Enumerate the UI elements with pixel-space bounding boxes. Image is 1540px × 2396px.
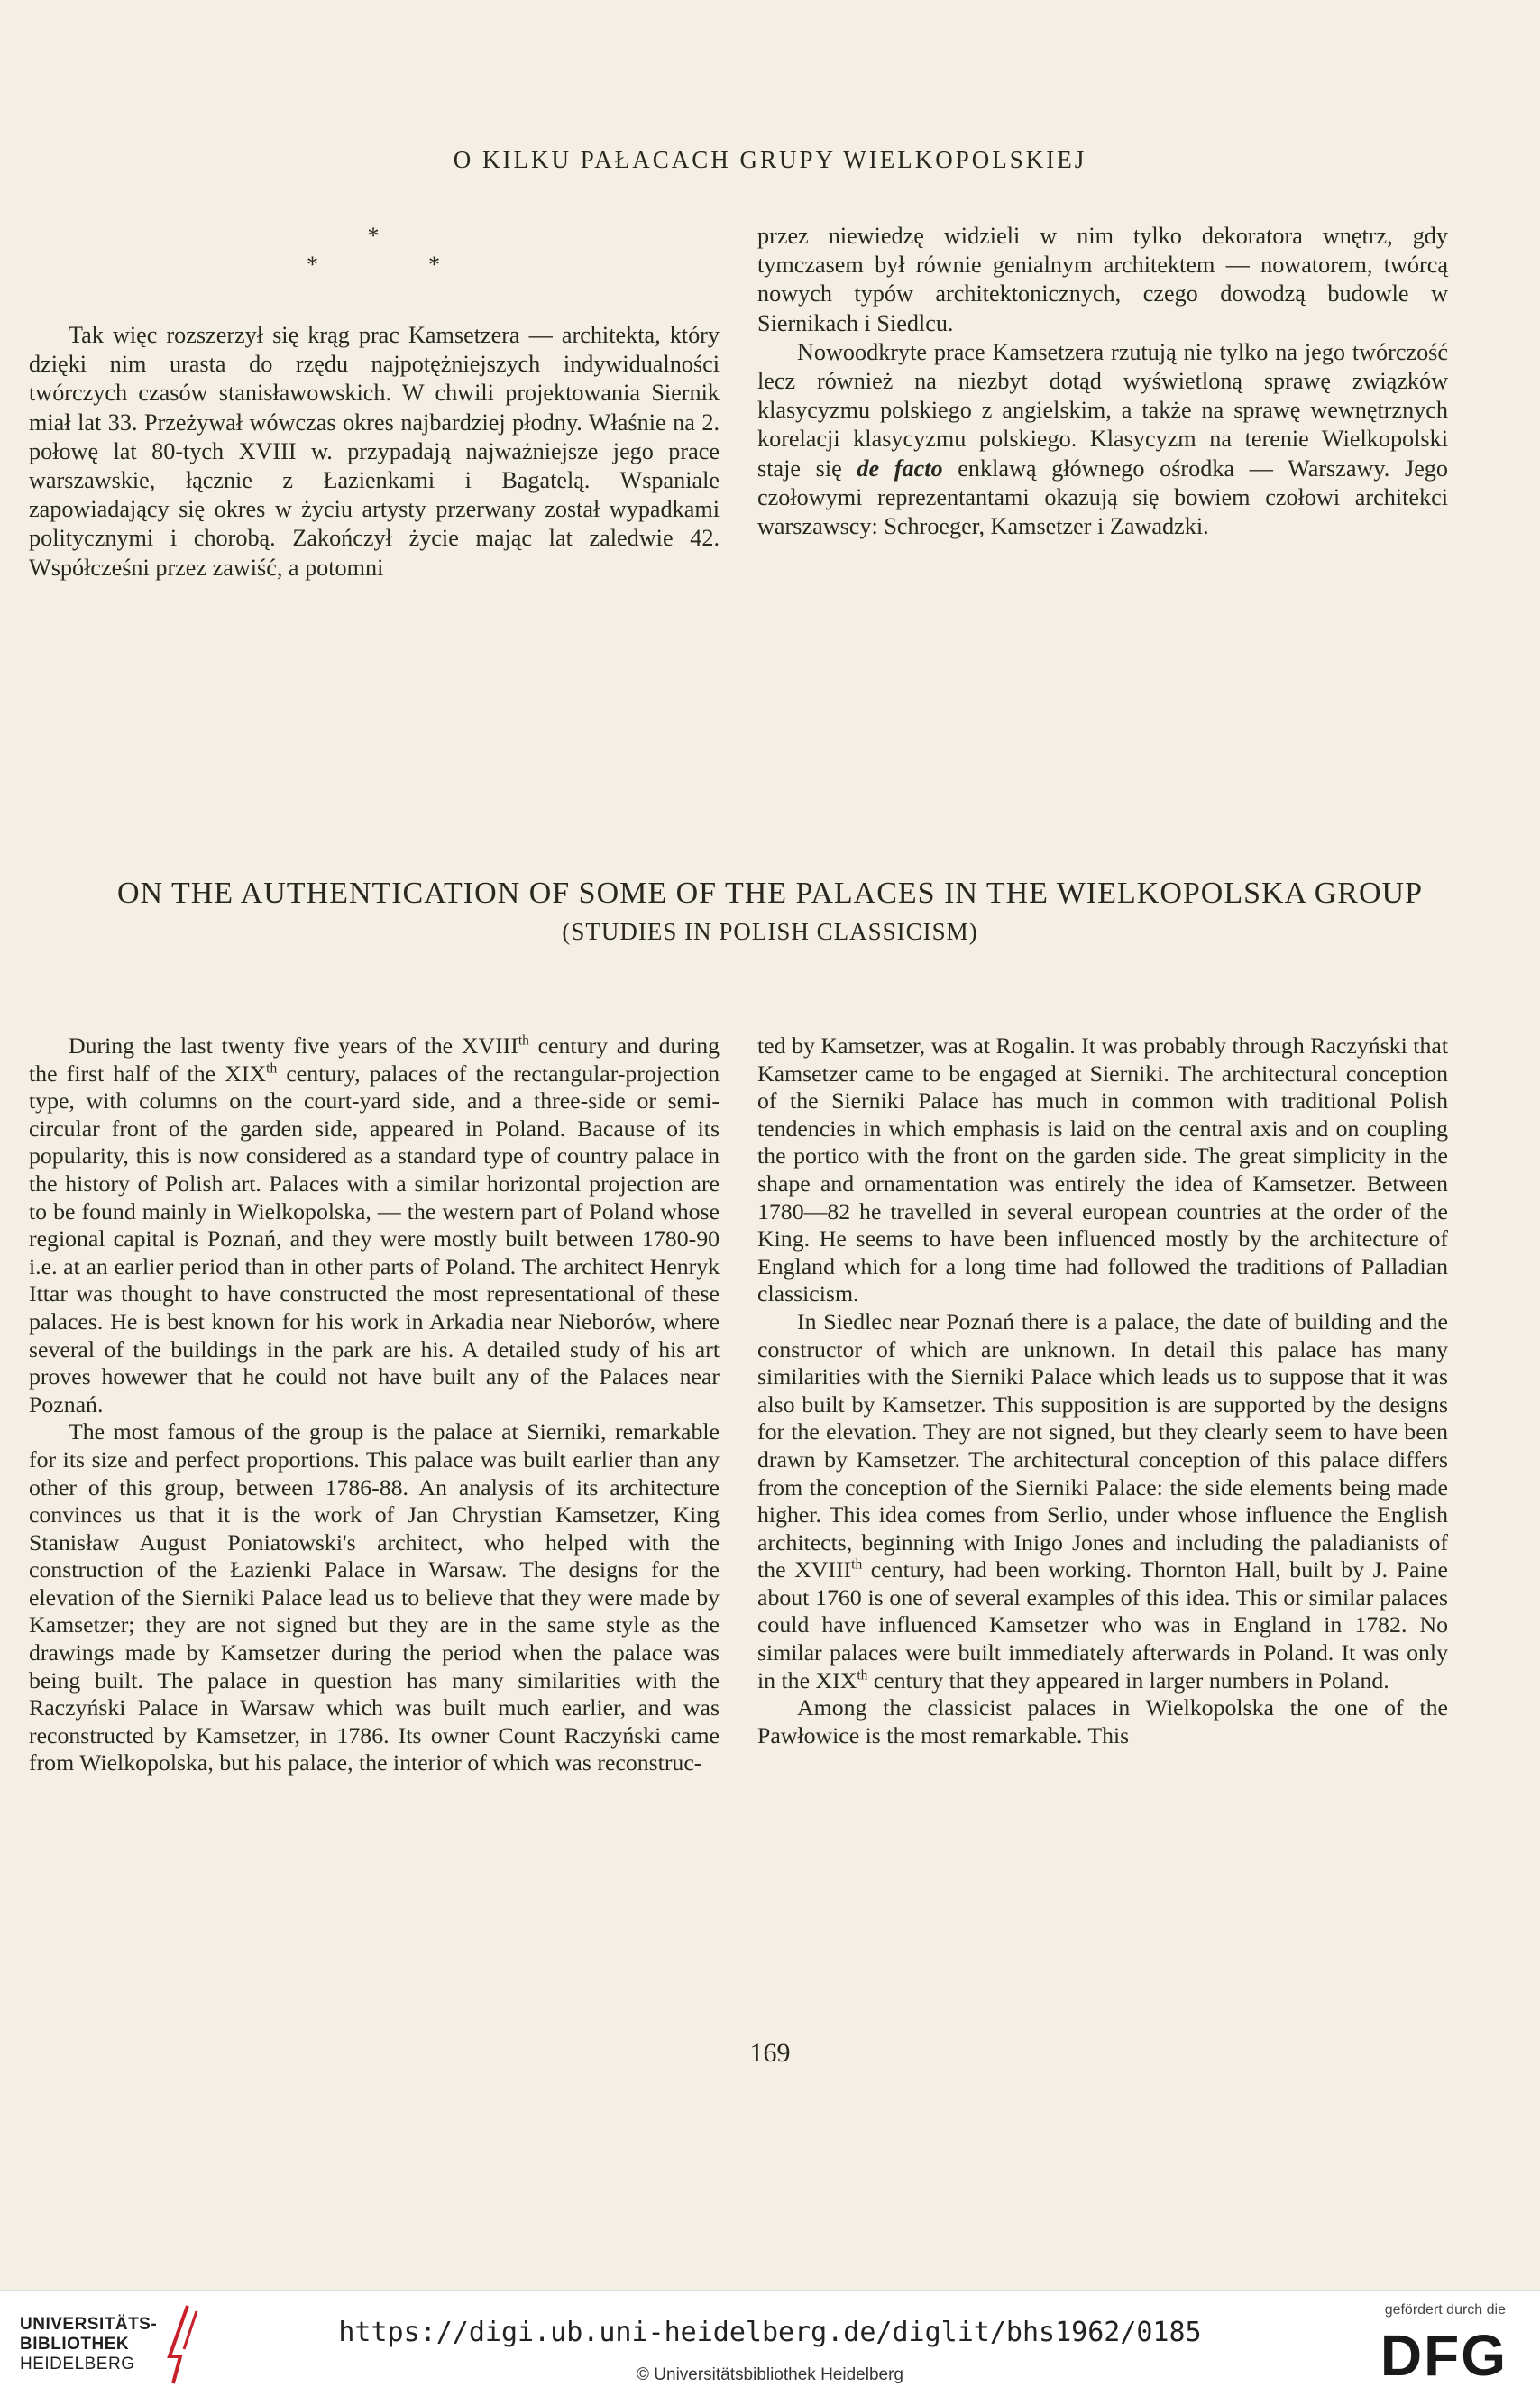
english-paragraph: ted by Kamsetzer, was at Rogalin. It was probably through Raczyński that Kamsetzer came to be engaged at Sierniki. The architectural conception of the Sierniki Palace has much in common with traditional Polish tendencies in which emphasis is laid on the central axis and on coupling the portico with the front on the garden side. The great simplicity in the shape and ornamentation was entirely the idea of Kamsetzer. Between 1780—82 he travelled in several european countries at the order of the King. He seems to have been influenced mostly by the architecture of England which for a long time had followed the traditions of Palladian classicism. — [757, 1033, 1448, 1308]
polish-left-column — [29, 321, 720, 583]
page-number: 169 — [749, 2038, 791, 2068]
running-head: O KILKU PAŁACACH GRUPY WIELKOPOLSKIEJ — [453, 146, 1087, 173]
english-paragraph: The most famous of the group is the palace at Sierniki, remarkable for its size and perfect proportions. This palace was built earlier than any other of this group, between 1786-88. An analysis of its architecture convinces us that it is the work of Jan Chrystian Kamsetzer, King Stanisław August Poniatowski's architect, who helped with the construction of the Łazienki Palace in Warsaw. The designs for the elevation of the Sierniki Palace lead us to believe that they were made by Kamsetzer; they are not signed but they are in the same style as the drawings made by Kamsetzer during the period when the palace was being built. The palace in question has many similarities with the Raczyński Palace in Warsaw which was built much earlier, and was reconstructed by Kamsetzer, in 1786. Its owner Count Raczyński came from Wielkopolska, but his palace, the interior of which was reconstruc- — [29, 1418, 720, 1776]
dfg-caption: gefördert durch die — [1384, 2302, 1506, 2318]
emphasis-de-facto: de facto — [857, 454, 943, 482]
article-subtitle: (STUDIES IN POLISH CLASSICISM) — [562, 918, 978, 945]
article-title: ON THE AUTHENTICATION OF SOME OF THE PALACES IN THE WIELKOPOLSKA GROUP — [116, 877, 1423, 910]
polish-paragraph: Nowoodkryte prace Kamsetzera rzutują nie tylko na jego twórczość lecz również na niezbyt dotąd wyświetloną sprawę związków klasycyzmu polskiego z angielskim, a także na sprawę wewnętrznych korelacji klasycyzmu polskiego. Klasycyzm na terenie Wielkopolski staje się de facto enklawą głównego ośrodka — Warszawy. Jego czołowymi reprezentantami okazują się bowiem czołowi architekci warszawscy: Schroeger, Kamsetzer i Zawadzki. — [757, 338, 1448, 540]
english-paragraph: In Siedlec near Poznań there is a palace, the date of building and the constructor of which are unknown. In detail this palace has many similarities with the Sierniki Palace which leads us to suppose that it was also built by Kamsetzer. This supposition is are supported by the designs for the elevation. They are not signed, but they clearly seem to have been drawn by Kamsetzer. The architectural conception of this palace differs from the conception of the Sierniki Palace: the side elements being made higher. This idea comes from Serlio, under whose influence the English architects, beginning with Inigo Jones and including the paladianists of the XVIIIth century, had been working. Thornton Hall, built by J. Paine about 1760 is one of several examples of this idea. This or similar palaces could have influenced Kamsetzer who was in England in 1782. No similar palaces were built immediately afterwards in Poland. It was only in the XIXth century that they appeared in larger numbers in Poland. — [757, 1308, 1449, 1694]
dfg-logo[interactable]: DFG — [1380, 2323, 1508, 2388]
english-paragraph: Among the classicist palaces in Wielkopolska the one of the Pawłowice is the most remarkable. This — [757, 1694, 1448, 1749]
english-paragraph: During the last twenty five years of the XVIIIth century and during the first half of the XIXth century, palaces of the rectangular-projection type, with columns on the court-yard side, and a three-side or semi-circular front of the garden side, appeared in Poland. Bacause of its popularity, this is now considered as a standard type of country palace in the history of Polish art. Palaces with a similar horizontal projection are to be found mainly in Wielkopolska, — the western part of Poland whose regional capital is Poznań, and they were mostly built between 1780-90 i.e. at an earlier period than in other parts of Poland. The architect Henryk Ittar was thought to have constructed the most representational of these palaces. He is best known for his work in Arkadia near Nieborów, where several of the buildings in the park are his. A detailed study of his art proves howewer that he could not have built any of the Palaces near Poznań. — [29, 1033, 720, 1418]
section-stars — [301, 222, 445, 280]
copyright-notice: © Universitätsbibliothek Heidelberg — [637, 2365, 903, 2384]
logo-line: BIBLIOTHEK — [20, 2335, 130, 2354]
polish-paragraph: przez niewiedzę widzieli w nim tylko dekoratora wnętrz, gdy tymczasem był równie genialnym architektem — nowatorem, twórcą nowych typów architektonicznych, czego dowodzą budowle w Siernikach i Siedlcu. — [757, 223, 1448, 336]
permalink-url[interactable]: https://digi.ub.uni-heidelberg.de/diglit/bhs1962/0185 — [338, 2317, 1202, 2348]
star-top: * — [367, 223, 380, 249]
english-right-column — [757, 1033, 1448, 1749]
polish-paragraph: Tak więc rozszerzył się krąg prac Kamsetzera — architekta, który dzięki nim urasta do rzędu najpotężniejszych indywidualności twórczych czasów stanisławowskich. W chwili projektowania Siernik miał lat 33. Przeżywał wówczas okres najbardziej płodny. Właśnie na 2. połowę lat 80-tych XVIII w. przypadają najważniejsze jego prace warszawskie, łącznie z Łazienkami i Bagatelą. Wspaniale zapowiadający się okres w życiu artysty przerwany został wypadkami politycznymi i chorobą. Zakończył życie mając lat zaledwie 42. Współcześni przez zawiść, a potomni — [29, 322, 720, 581]
polish-right-column — [757, 222, 1448, 541]
logo-line: UNIVERSITÄTS- — [20, 2315, 158, 2334]
logo-line: HEIDELBERG — [20, 2355, 135, 2373]
english-left-column — [29, 1033, 720, 1777]
star-left: * — [307, 252, 318, 278]
star-right: * — [428, 252, 440, 278]
viewer-footer — [0, 2290, 1540, 2396]
